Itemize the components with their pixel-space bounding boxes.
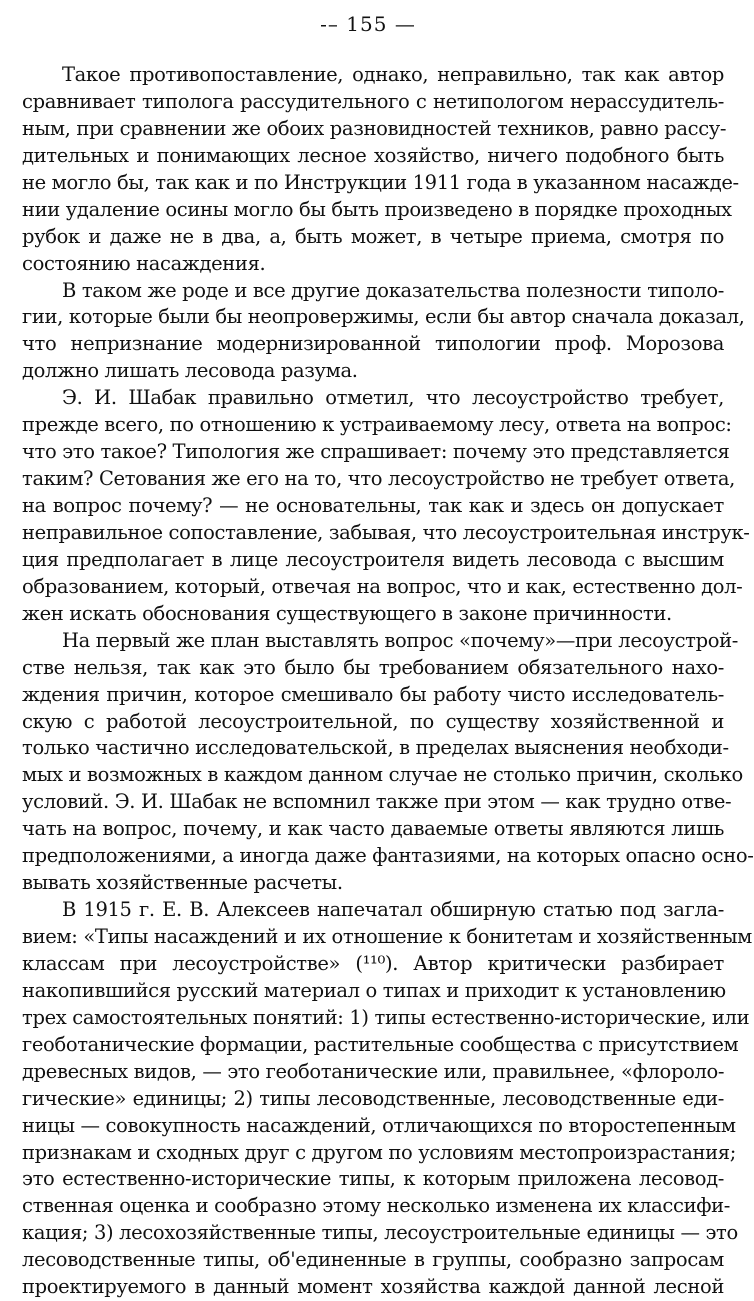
text-line: классам при лесоустройстве» (¹¹⁰). Автор критически разбирает [22, 951, 724, 975]
text-line: лесоводственные типы, об'единенные в группы, сообразно запросам [22, 1248, 724, 1272]
text-line: проектируемого в данный момент хозяйства каждой данной лесной [22, 1275, 724, 1299]
text-line: В таком же роде и все другие доказательства полезности типоло- [62, 278, 724, 302]
text-line: Такое противопоставление, однако, неправильно, так как автор [62, 63, 724, 86]
text-line: вывать хозяйственные расчеты. [22, 871, 343, 895]
text-line: признакам и сходных друг с другом по условиям местопроизрастания; [22, 1140, 736, 1164]
paragraph [22, 897, 752, 1301]
page-number-dash-right: — [394, 12, 416, 36]
text-line: таким? Сетования же его на то, что лесоустройство не требует ответа, [22, 467, 736, 491]
text-line: ждения причин, которое смешивало бы работу чисто исследователь- [22, 682, 724, 706]
text-line: кация; 3) лесохозяйственные типы, лесоустроительные единицы — это [22, 1221, 738, 1245]
text-line: скую с работой лесоустроительной, по существу хозяйственной и [22, 709, 724, 733]
text-line: предположениями, а иногда даже фантазиями, на которых опасно осно- [22, 844, 754, 868]
text-line: сравнивает типолога рассудительного с нетипологом нерассудитель- [22, 89, 724, 113]
text-line: На первый же план выставлять вопрос «почему»—при лесоустрой- [62, 628, 739, 652]
text-line: ция предполагает в лице лесоустроителя видеть лесовода с высшим [22, 547, 724, 571]
text-line: нии удаление осины могло бы быть произведено в порядке проходных [22, 197, 732, 221]
text-line: прежде всего, по отношению к устраиваемому лесу, ответа на вопрос: [22, 413, 732, 437]
text-line: В 1915 г. Е. В. Алексеев напечатал обширную статью под загла- [62, 898, 724, 922]
page-number [0, 8, 736, 40]
text-line: на вопрос почему? — не основательны, так как и здесь он допускает [22, 494, 724, 517]
text-line: неправильное сопоставление, забывая, что лесоустроительная инструк- [22, 520, 750, 544]
text-line: ницы — совокупность насаждений, отличающихся по второстепенным [22, 1113, 736, 1137]
text-line: ственная оценка и сообразно этому несколько изменена их классифи- [22, 1194, 731, 1218]
text-line: гии, которые были бы неопровержимы, если бы автор сначала доказал, [22, 305, 745, 329]
text-line: чать на вопрос, почему, и как часто даваемые ответы являются лишь [22, 817, 724, 841]
text-line: условий. Э. И. Шабак не вспомнил также при этом — как трудно отве- [22, 790, 732, 814]
text-line: что это такое? Типология же спрашивает: почему это представляется [22, 440, 730, 464]
paragraph [22, 385, 750, 627]
text-line: геоботанические формации, растительные сообщества с присутствием [22, 1032, 739, 1056]
text-line: гические» единицы; 2) типы лесоводственные, лесоводственные еди- [22, 1086, 724, 1110]
text-line: стве нельзя, так как это было бы требованием обязательного нахо- [22, 655, 724, 679]
text-line: Э. И. Шабак правильно отметил, что лесоустройство требует, [62, 386, 724, 410]
text-line: состоянию насаждения. [22, 251, 266, 275]
paragraph [22, 628, 754, 897]
body-text [22, 62, 754, 1301]
page-number-dash-left: -– [320, 12, 339, 36]
text-line: трех самостоятельных понятий: 1) типы естественно-исторические, или [22, 1005, 750, 1029]
text-line: что непризнание модернизированной типологии проф. Морозова [22, 332, 724, 356]
text-line: ным, при сравнении же обоих разновидностей техников, равно рассу- [22, 116, 727, 140]
text-line: рубок и даже не в два, а, быть может, в четыре приема, смотря по [22, 224, 724, 248]
text-line: образованием, который, отвечая на вопрос, что и как, естественно дол- [22, 574, 743, 598]
text-line: мых и возможных в каждом данном случае не столько причин, сколько [22, 763, 743, 787]
text-line: древесных видов, — это геоботанические или, правильнее, «флороло- [22, 1059, 725, 1083]
text-line: накопившийся русский материал о типах и приходит к установлению [22, 978, 726, 1002]
text-line: только частично исследовательской, в пределах выяснения необходи- [22, 736, 729, 760]
text-line: дительных и понимающих лесное хозяйство, ничего подобного быть [22, 143, 724, 167]
text-line: жен искать обоснования существующего в законе причинности. [22, 601, 672, 625]
text-line: вием: «Типы насаждений и их отношение к бонитетам и хозяйственным [22, 925, 752, 948]
text-line: это естественно-исторические типы, к которым приложена лесовод- [22, 1167, 724, 1191]
text-line: должно лишать лесовода разума. [22, 359, 358, 383]
paragraph [22, 62, 739, 278]
paragraph [22, 278, 745, 386]
page-number-value: 155 [346, 12, 388, 36]
text-line: не могло бы, так как и по Инструкции 1911 года в указанном насажде- [22, 170, 739, 194]
